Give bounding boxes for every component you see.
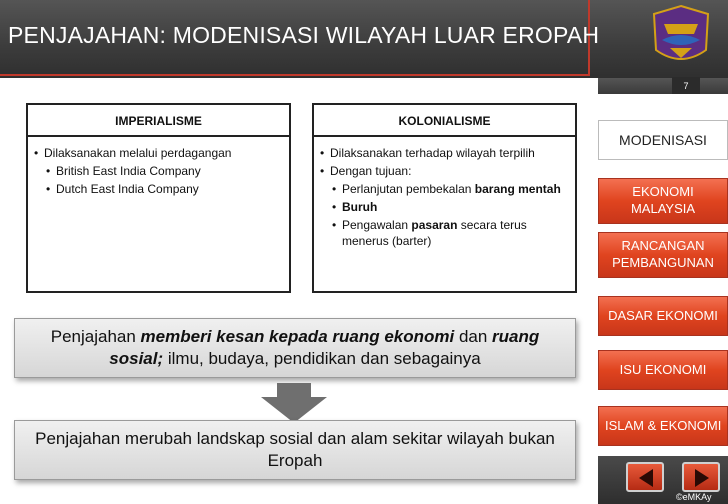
nav-label: ISLAM & EKONOMI (605, 417, 722, 433)
previous-button[interactable] (626, 462, 664, 492)
nav-label: EKONOMI MALAYSIA (630, 184, 696, 216)
list-item: • Pengawalan pasaran secara terus menerus (barter) (332, 217, 567, 249)
university-logo-icon (650, 4, 712, 70)
page-number: 7 (672, 77, 700, 95)
list-item: • Dengan tujuan: (320, 163, 567, 179)
copyright-text: ©eMKAy (676, 492, 712, 502)
kolonialisme-list (314, 137, 575, 249)
list-item: • Dutch East India Company (46, 181, 281, 197)
kolonialisme-panel (312, 103, 577, 293)
imperialisme-list (28, 137, 289, 197)
list-item: • Dilaksanakan melalui perdagangan (34, 145, 281, 161)
page-number-strip (598, 78, 728, 94)
impact-banner: Penjajahan memberi kesan kepada ruang ekonomi dan ruang sosial; ilmu, budaya, pendidikan dan sebagainya (14, 318, 576, 378)
nav-label: ISU EKONOMI (619, 361, 707, 377)
arrow-left-icon (637, 468, 655, 488)
nav-label: DASAR EKONOMI (608, 307, 718, 323)
panel-heading: IMPERIALISME (28, 105, 289, 137)
nav-isu-ekonomi[interactable] (598, 350, 728, 390)
nav-label: RANCANGAN PEMBANGUNAN (612, 238, 714, 270)
conclusion-banner: Penjajahan merubah landskap sosial dan alam sekitar wilayah bukan Eropah (14, 420, 576, 480)
nav-islam-ekonomi[interactable] (598, 406, 728, 446)
arrow-down-icon (259, 383, 329, 423)
next-button[interactable] (682, 462, 720, 492)
arrow-right-icon (693, 468, 711, 488)
imperialisme-panel (26, 103, 291, 293)
nav-modenisasi[interactable] (598, 120, 728, 160)
page-title: PENJAJAHAN: MODENISASI WILAYAH LUAR EROPAH (8, 22, 600, 48)
nav-ekonomi-malaysia[interactable] (598, 178, 728, 224)
title-bar (0, 0, 728, 78)
nav-rancangan-pembangunan[interactable] (598, 232, 728, 278)
panel-heading: KOLONIALISME (314, 105, 575, 137)
list-item: • Perlanjutan pembekalan barang mentah (332, 181, 567, 197)
nav-label: MODENISASI (619, 131, 707, 148)
list-item: • Dilaksanakan terhadap wilayah terpilih (320, 145, 567, 161)
list-item: • Buruh (332, 199, 567, 215)
list-item: • British East India Company (46, 163, 281, 179)
nav-dasar-ekonomi[interactable] (598, 296, 728, 336)
